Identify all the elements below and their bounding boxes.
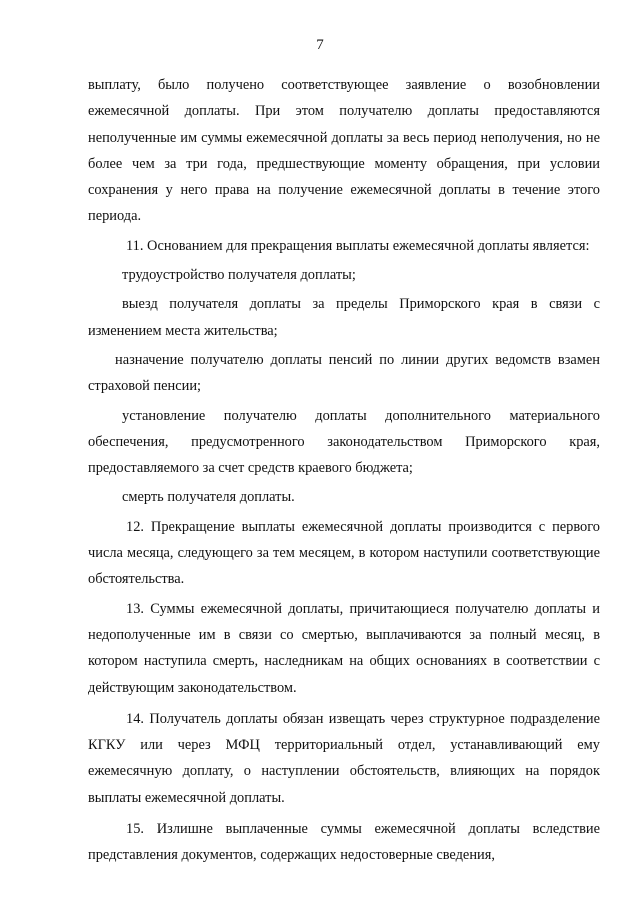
page-number: 7 [316,37,324,53]
paragraph-item-13: 13. Суммы ежемесячной доплаты, причитающиеся получателю доплаты и недополученные им в связи со смертью, выплачиваются за полный месяц, в котором наступила смерть, наследникам на общих основаниях в соответствии с действующим законодательством. [88,600,600,696]
paragraph-death: смерть получателя доплаты. [122,489,295,506]
paragraph-employment: трудоустройство получателя доплаты; [122,267,356,284]
document-body [88,72,600,869]
paragraph-relocation: выезд получателя доплаты за пределы Приморского края в связи с изменением места жительства; [88,296,600,339]
paragraph-item-11: 11. Основанием для прекращения выплаты ежемесячной доплаты является: [126,237,590,254]
paragraph-material-support: установление получателю доплаты дополнительного материального обеспечения, предусмотренного законодательством Приморского края, предоставляемого за счет средств краевого бюджета; [88,407,600,477]
paragraph-item-12: 12. Прекращение выплаты ежемесячной доплаты производится с первого числа месяца, следующего за тем месяцем, в котором наступили соответствующие обстоятельства. [88,518,600,588]
paragraph-item-14: 14. Получатель доплаты обязан извещать через структурное подразделение КГКУ или через МФЦ территориальный отдел, устанавливающий ему ежемесячную доплату, о наступлении обстоятельств, влияющих на порядок выплаты ежемесячной доплаты. [88,710,600,806]
paragraph-other-pension: назначение получателю доплаты пенсий по линии других ведомств взамен страховой пенсии; [88,351,600,395]
paragraph-item-15: 15. Излишне выплаченные суммы ежемесячной доплаты вследствие представления документов, содержащих недостоверные сведения, [88,821,600,864]
paragraph-continuation: выплату, было получено соответствующее заявление о возобновлении ежемесячной доплаты. При этом получателю доплаты предоставляются неполученные им суммы ежемесячной доплаты за весь период неполучения, но не более чем за три года, предшествующие моменту обращения, при условии сохранения у него права на получение ежемесячной доплаты в течение этого периода. [88,77,600,225]
